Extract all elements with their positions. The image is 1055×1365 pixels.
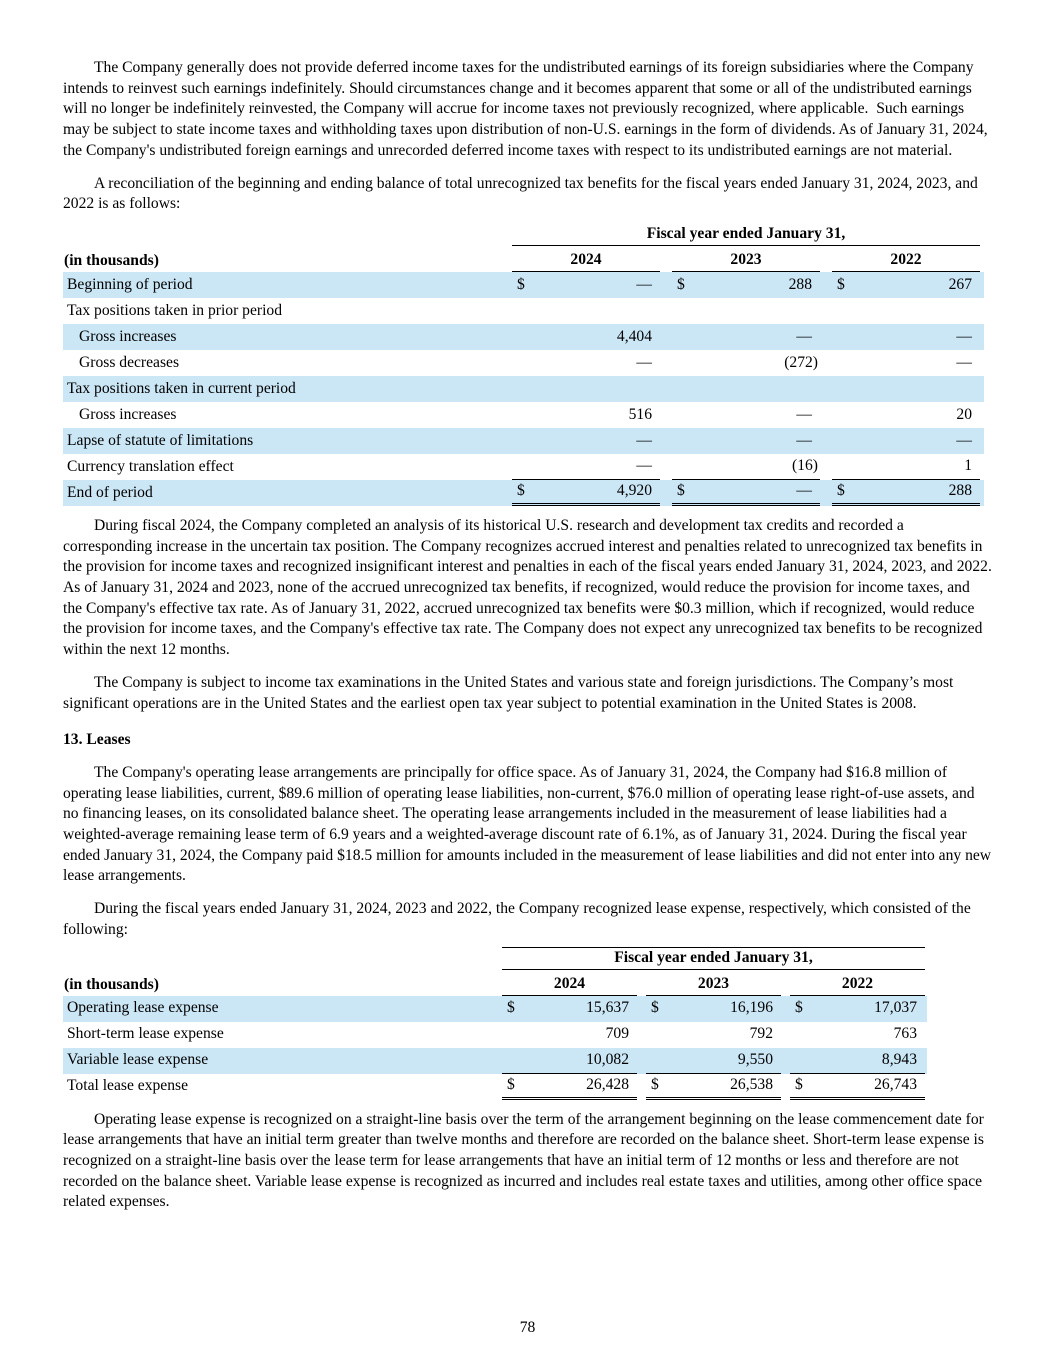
cell-value: —: [636, 431, 652, 449]
column-gap: [781, 1048, 790, 1074]
row-label: Currency translation effect: [67, 457, 234, 475]
column-gap: [781, 1074, 790, 1100]
dollar-sign: $: [651, 999, 659, 1017]
column-gap: [660, 272, 672, 298]
table-row: [63, 428, 984, 454]
column-gap: [637, 1022, 646, 1048]
column-gap: [637, 1048, 646, 1074]
year-header-2023: 2023: [672, 246, 820, 272]
year-header-2023: 2023: [646, 970, 781, 996]
cell-value: —: [796, 405, 812, 423]
table-row: [63, 350, 984, 376]
paragraph-tax-examinations: The Company is subject to income tax examinations in the United States and various state and foreign jurisdictions. The Company’s most significant operations are in the United States and the earliest open tax year subject to potential examination in the United States is 2008.: [63, 673, 954, 712]
table-row: [63, 376, 984, 402]
column-gap: [637, 970, 646, 996]
column-gap: [820, 324, 832, 350]
document-page: [63, 58, 992, 1225]
row-label: Variable lease expense: [67, 1051, 209, 1069]
table-year-header-row: [63, 246, 992, 272]
lease-expense-table: [63, 947, 992, 1100]
table-row: [63, 324, 984, 350]
column-gap: [781, 970, 790, 996]
column-gap: [660, 454, 672, 480]
row-label: Tax positions taken in prior period: [67, 301, 283, 319]
section-heading-leases: 13. Leases: [63, 731, 131, 749]
dollar-sign: $: [677, 275, 685, 293]
in-thousands-label: (in thousands): [64, 252, 159, 270]
year-header-2022: 2022: [832, 246, 980, 272]
dollar-sign: $: [837, 275, 845, 293]
paragraph-reconciliation-intro: A reconciliation of the beginning and ending balance of total unrecognized tax benefits for the fiscal years ended January 31, 2024, 2023, and 2022 is as follows:: [63, 174, 978, 213]
table-row: [63, 1074, 927, 1100]
cell-value: —: [636, 457, 652, 475]
row-label: Gross decreases: [79, 353, 180, 371]
row-label: Lapse of statute of limitations: [67, 431, 254, 449]
table-row: [63, 298, 984, 324]
cell-value: 26,428: [586, 1075, 629, 1093]
dollar-sign: $: [517, 275, 525, 293]
cell-value: 9,550: [737, 1050, 773, 1068]
cell-value: —: [796, 327, 812, 345]
cell-value: 709: [605, 1025, 629, 1043]
cell-value: —: [636, 275, 652, 293]
year-header-2024: 2024: [502, 970, 637, 996]
row-label: Operating lease expense: [67, 999, 219, 1017]
column-gap: [820, 454, 832, 480]
column-gap: [660, 246, 672, 272]
table-group-header-row: [63, 223, 992, 246]
column-gap: [820, 480, 832, 506]
dollar-sign: $: [795, 1075, 803, 1093]
cell-value: —: [956, 353, 972, 371]
cell-value: 792: [749, 1025, 773, 1043]
table-row: [63, 1048, 927, 1074]
cell-value: 20: [956, 405, 972, 423]
cell-value: —: [956, 431, 972, 449]
column-gap: [637, 996, 646, 1022]
cell-value: 288: [948, 482, 972, 500]
column-gap: [820, 402, 832, 428]
column-gap: [781, 996, 790, 1022]
cell-value: 4,404: [616, 327, 652, 345]
cell-value: 10,082: [586, 1050, 629, 1068]
row-label: End of period: [67, 483, 153, 501]
cell-value: 16,196: [730, 999, 773, 1017]
column-gap: [660, 324, 672, 350]
dollar-sign: $: [507, 999, 515, 1017]
dollar-sign: $: [677, 482, 685, 500]
cell-value: —: [796, 431, 812, 449]
year-header-2024: 2024: [512, 246, 660, 272]
cell-value: 288: [788, 275, 812, 293]
cell-value: 4,920: [616, 482, 652, 500]
cell-value: 26,743: [874, 1075, 917, 1093]
tax-benefits-table: [63, 223, 992, 506]
cell-value: 267: [948, 275, 972, 293]
column-gap: [781, 1022, 790, 1048]
table-row: [63, 402, 984, 428]
cell-value: —: [636, 353, 652, 371]
fiscal-year-group-header: Fiscal year ended January 31,: [502, 947, 925, 970]
page-number: 78: [519, 1319, 536, 1337]
in-thousands-label: (in thousands): [64, 975, 159, 993]
paragraph-lease-expense-recognition: Operating lease expense is recognized on a straight-line basis over the term of the arrangement beginning on the lease commencement date for lease arrangements that have an initial term greater than twelve months and therefore are recorded on the balance sheet. Short-term lease expense is recognized on a straight-line basis over the lease term for lease arrangements that have an initial term of 12 months or less and therefore are not recorded on the balance sheet. Variable lease expense is recognized as incurred and includes real estate taxes and utilities, among other office space related expenses.: [63, 1110, 984, 1211]
table-year-header-row: [63, 970, 992, 996]
column-gap: [820, 350, 832, 376]
paragraph-fiscal-2024-analysis: During fiscal 2024, the Company completed an analysis of its historical U.S. research and development tax credits and recorded a corresponding increase in the uncertain tax position. The Company recognizes accrued interest and penalties related to unrecognized tax benefits in the provision for income taxes and recognized insignificant interest and penalties in each of the fiscal years ended January 31, 2024, 2023, and 2022. As of January 31, 2024 and 2023, none of the accrued unrecognized tax benefits, if recognized, would reduce the provision for income taxes, and the Company's effective tax rate. As of January 31, 2022, accrued unrecognized tax benefits were $0.3 million, which if recognized, would reduce the provision for income taxes, and the Company's effective tax rate. The Company does not expect any unrecognized tax benefits to be recognized within the next 12 months.: [63, 516, 992, 659]
row-label: Total lease expense: [67, 1077, 189, 1095]
cell-value: 763: [893, 1025, 917, 1043]
dollar-sign: $: [517, 482, 525, 500]
cell-value: (16): [792, 457, 818, 475]
paragraph-operating-leases: The Company's operating lease arrangements are principally for office space. As of January 31, 2024, the Company had $16.8 million of operating lease liabilities, current, $89.6 million of operating lease liabilities, non-current, $76.0 million of operating lease right-of-use assets, and no financing leases, on its consolidated balance sheet. The operating lease arrangements included in the measurement of lease liabilities had a weighted-average remaining lease term of 6.9 years and a weighted-average discount rate of 6.1%, as of January 31, 2024. During the fiscal year ended January 31, 2024, the Company paid $18.5 million for amounts included in the measurement of lease liabilities and did not enter into any new lease arrangements.: [63, 763, 992, 885]
table-row: [63, 272, 984, 298]
cell-value: 516: [628, 405, 652, 423]
row-label: Gross increases: [79, 327, 177, 345]
row-label: Gross increases: [79, 405, 177, 423]
paragraph-deferred-taxes: The Company generally does not provide deferred income taxes for the undistributed earnings of its foreign subsidiaries where the Company intends to reinvest such earnings indefinitely. Should circumstances change and it becomes apparent that some or all of the undistributed earnings will no longer be indefinitely reinvested, the Company will accrue for income taxes not previously recognized, where applicable. Such earnings may be subject to state income taxes and withholding taxes upon distribution of non-U.S. earnings in the form of dividends. As of January 31, 2024, the Company's undistributed foreign earnings and unrecorded deferred income taxes with respect to its undistributed earnings are not material.: [63, 59, 988, 159]
cell-value: 8,943: [881, 1050, 917, 1068]
column-gap: [637, 1074, 646, 1100]
cell-value: 17,037: [874, 999, 917, 1017]
table-row: [63, 480, 984, 506]
column-gap: [820, 272, 832, 298]
fiscal-year-group-header: Fiscal year ended January 31,: [512, 223, 980, 246]
column-gap: [660, 428, 672, 454]
cell-value: (272): [784, 353, 818, 371]
row-label: Tax positions taken in current period: [67, 379, 296, 397]
column-gap: [660, 350, 672, 376]
column-gap: [820, 428, 832, 454]
table-row: [63, 454, 984, 480]
paragraph-lease-expense-intro: During the fiscal years ended January 31, 2024, 2023 and 2022, the Company recognized lease expense, respectively, which consisted of the following:: [63, 900, 971, 938]
cell-value: 1: [964, 457, 972, 475]
dollar-sign: $: [795, 999, 803, 1017]
dollar-sign: $: [507, 1075, 515, 1093]
cell-value: —: [956, 327, 972, 345]
cell-value: 15,637: [586, 999, 629, 1017]
table-row: [63, 996, 927, 1022]
row-label: Beginning of period: [67, 275, 193, 293]
cell-value: —: [796, 482, 812, 500]
year-header-2022: 2022: [790, 970, 925, 996]
dollar-sign: $: [651, 1075, 659, 1093]
column-gap: [660, 480, 672, 506]
row-label: Short-term lease expense: [67, 1025, 224, 1043]
table-row: [63, 1022, 927, 1048]
column-gap: [820, 246, 832, 272]
cell-value: 26,538: [730, 1075, 773, 1093]
table-group-header-row: [63, 947, 992, 970]
column-gap: [660, 402, 672, 428]
dollar-sign: $: [837, 482, 845, 500]
